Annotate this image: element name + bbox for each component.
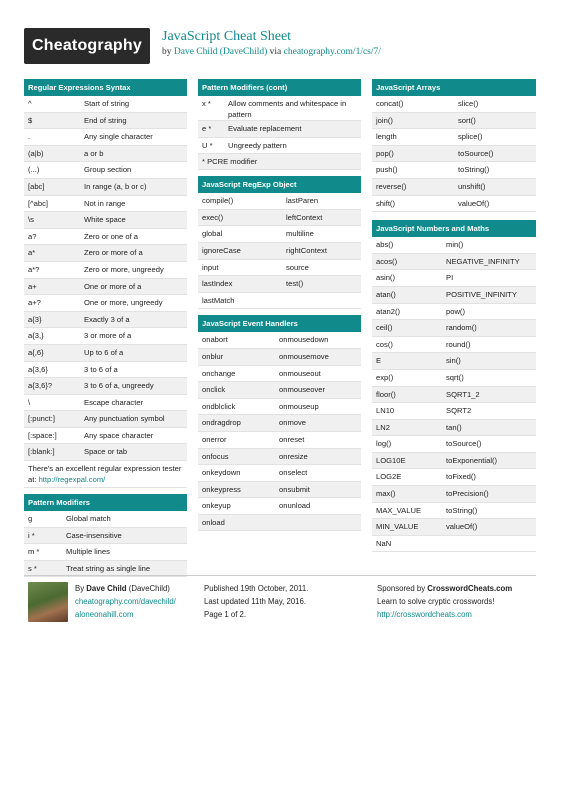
table-row [24,212,187,229]
row-value: toString() [446,505,478,515]
row-key: acos() [376,256,398,266]
table-row [24,428,187,445]
row-value: Zero or more, ungreedy [84,264,164,274]
table-row [198,482,361,499]
section-title: JavaScript Arrays [372,79,536,96]
row-key: NaN [376,538,392,548]
row-key: asin() [376,273,395,283]
row-key: ondragdrop [202,418,241,428]
table-row [198,260,361,277]
regexpal-link[interactable]: http://regexpal.com/ [38,475,106,485]
row-value: a or b [84,148,104,158]
row-key: onfocus [202,451,229,461]
row-key: lastIndex [202,279,233,289]
table-row [198,465,361,482]
row-value: onmouseout [279,368,321,378]
footer-author [75,582,176,621]
note-text: There's an excellent regular expression tester at: [28,464,182,485]
row-value: Case-insensitive [66,530,122,540]
table-row [198,382,361,399]
row-value: min() [446,240,464,250]
author-name: Dave Child [86,584,127,593]
row-key: onkeypress [202,484,241,494]
table-row [198,210,361,227]
published-date: Published 19th October, 2011. [204,584,309,593]
row-key: cos() [376,339,393,349]
row-key: a{3,6}? [28,381,53,391]
row-value: Zero or one of a [84,231,139,241]
table-row [24,295,187,312]
table-row [372,287,536,304]
table-row [198,293,361,310]
row-value: 3 to 6 of a [84,364,118,374]
row-key: a{3} [28,314,42,324]
row-key: onerror [202,434,227,444]
row-value: 3 or more of a [84,331,132,341]
row-key: onload [202,517,225,527]
via-text: via [267,47,284,57]
row-value: pow() [446,306,465,316]
table-row [198,498,361,515]
row-key: [abc] [28,181,45,191]
table-row [24,312,187,329]
row-key: pop() [376,148,394,158]
table-row [24,362,187,379]
row-value: toString() [458,165,490,175]
table-row [198,96,361,121]
row-key: a*? [28,264,40,274]
row-value: onmove [279,418,307,428]
row-key: ondblclick [202,401,236,411]
table-row [372,453,536,470]
row-key: max() [376,489,396,499]
table-row [24,262,187,279]
row-key: e * [202,124,212,133]
row-value: Not in range [84,198,126,208]
updated-date: Last updated 11th May, 2016. [204,597,307,606]
row-value: onmousemove [279,351,329,361]
row-key: $ [28,115,33,125]
table-row [24,328,187,345]
row-key: LN2 [376,422,390,432]
row-value: Any single character [84,132,153,142]
table-row [372,304,536,321]
table-row [198,366,361,383]
row-value: onreset [279,434,305,444]
row-key: onblur [202,351,224,361]
row-key: onchange [202,368,236,378]
pattern-modifiers-section [24,494,187,577]
column-3 [372,79,536,558]
row-key: MIN_VALUE [376,522,419,532]
table-row [24,229,187,246]
table-row [24,444,187,461]
row-value: Start of string [84,99,130,108]
sponsor-prefix: Sponsored by [377,584,428,593]
row-key: global [202,229,223,239]
footer-sponsor [377,582,512,621]
table-row [372,536,536,553]
row-key: ^ [28,99,32,108]
row-value: onmouseup [279,401,319,411]
row-value: onresize [279,451,308,461]
row-key: LOG2E [376,472,402,482]
regexp-object-section [198,176,361,309]
row-key: length [376,132,397,142]
row-value: round() [446,339,471,349]
table-row [24,113,187,130]
regex-note [24,461,187,488]
row-value: Allow comments and whitespace in pattern [228,99,347,119]
author-link[interactable]: Dave Child (DaveChild) [173,47,268,57]
row-value: Group section [84,165,132,175]
row-value: random() [446,323,477,333]
table-row [372,353,536,370]
row-value: One or more of a [84,281,142,291]
table-row [372,96,536,113]
row-value: In range (a, b or c) [84,181,147,191]
footer-divider [24,575,536,576]
section-title: Pattern Modifiers [24,494,187,511]
section-title: JavaScript Numbers and Maths [372,220,536,237]
row-key: [:blank:] [28,447,55,457]
row-key: a{3,} [28,331,44,341]
row-value: valueOf() [446,522,478,532]
row-key: atan2() [376,306,401,316]
table-row [372,162,536,179]
author-handle: (DaveChild) [126,584,170,593]
row-value: multiline [286,229,314,239]
row-key: input [202,262,219,272]
row-value: leftContext [286,212,323,222]
row-value: rightContext [286,245,327,255]
page-number: Page 1 of 2. [204,610,247,619]
table-row [372,146,536,163]
arrays-section [372,79,536,212]
row-value: onsubmit [279,484,310,494]
row-key: a{3,6} [28,364,48,374]
table-row [24,345,187,362]
row-key: join() [376,115,393,125]
row-key: s * [28,563,37,573]
table-row [372,113,536,130]
row-value: Ungreedy pattern [228,140,287,150]
table-row [372,370,536,387]
table-row [198,515,361,532]
table-row [24,411,187,428]
row-key: [:space:] [28,430,57,440]
row-key: \s [28,215,34,225]
table-row [198,243,361,260]
row-key: i * [28,530,35,540]
table-row [198,121,361,138]
table-row [24,162,187,179]
row-key: a{,6} [28,347,44,357]
row-key: E [376,356,382,366]
row-key: LOG10E [376,455,406,465]
row-key: a* [28,248,36,258]
row-key: a? [28,231,37,241]
sponsor-tagline: Learn to solve cryptic crosswords! [377,597,495,606]
row-value [442,536,536,552]
row-key: a+ [28,281,37,291]
sponsor-name[interactable]: CrosswordCheats.com [427,584,513,593]
row-value: SQRT1_2 [446,389,480,399]
byline [162,47,381,57]
table-row [24,395,187,412]
row-value: sin() [446,356,461,366]
row-value: Multiple lines [66,547,110,557]
table-row [372,237,536,254]
row-key: [^abc] [28,198,49,208]
author-site-link[interactable]: aloneonahill.com [75,610,134,619]
table-row [198,332,361,349]
row-value: slice() [458,99,479,108]
row-key: ignoreCase [202,245,241,255]
table-row [372,387,536,404]
table-row [372,486,536,503]
table-row [372,337,536,354]
row-key: x * [202,99,211,108]
sheet-url[interactable]: cheatography.com/1/cs/7/ [283,47,381,57]
row-key: onclick [202,385,226,395]
column-1 [24,79,187,583]
row-value [282,293,361,309]
row-key: onabort [202,335,228,345]
table-row [372,436,536,453]
table-row [24,245,187,262]
row-key: exec() [202,212,224,222]
table-row [24,179,187,196]
row-value: source [286,262,309,272]
row-value: unshift() [458,181,486,191]
section-title: JavaScript Event Handlers [198,315,361,332]
table-row [24,129,187,146]
table-row [24,378,187,395]
row-value: toSource() [446,439,482,449]
row-value: SQRT2 [446,406,472,416]
row-key: MAX_VALUE [376,505,422,515]
row-value: toPrecision() [446,489,489,499]
row-key: shift() [376,198,395,208]
table-row [372,469,536,486]
footer-dates [204,582,308,621]
event-handlers-section [198,315,361,531]
sheet-title: JavaScript Cheat Sheet [162,29,292,44]
row-value: Any punctuation symbol [84,414,165,424]
section-title: Regular Expressions Syntax [24,79,187,96]
row-key: concat() [376,99,404,108]
table-row [372,179,536,196]
row-key: floor() [376,389,396,399]
row-value: End of string [84,115,127,125]
row-value: PI [446,273,454,283]
row-key: onkeydown [202,468,241,478]
row-value: One or more, ungreedy [84,298,163,308]
cheatography-logo[interactable]: Cheatography [24,28,150,64]
row-value: tan() [446,422,462,432]
table-row [198,432,361,449]
row-value: onselect [279,468,308,478]
row-value: Up to 6 of a [84,347,124,357]
numbers-maths-section [372,220,536,552]
row-value: sqrt() [446,372,464,382]
author-avatar [28,582,68,622]
row-key: m * [28,547,40,557]
row-key: LN10 [376,406,395,416]
table-row [198,415,361,432]
row-value: Treat string as single line [66,563,151,573]
table-row [372,420,536,437]
by-label: By [75,584,87,593]
row-value [275,515,361,531]
row-value: Global match [66,514,111,524]
table-row [198,226,361,243]
table-row [372,196,536,213]
table-row [24,544,187,561]
table-row [198,138,361,155]
pcre-note: * PCRE modifier [198,154,361,170]
row-value: NEGATIVE_INFINITY [446,256,520,266]
row-value: toSource() [458,148,494,158]
table-row [198,193,361,210]
table-row [372,129,536,146]
table-row [24,511,187,528]
table-row [198,276,361,293]
row-key: . [28,132,31,142]
row-key: g [28,514,33,524]
row-key: ceil() [376,323,393,333]
row-value: White space [84,215,126,225]
row-value: sort() [458,115,476,125]
row-key: atan() [376,289,396,299]
table-row [24,196,187,213]
row-key: compile() [202,196,234,206]
row-key: (a|b) [28,148,44,158]
pattern-modifiers-cont-section [198,79,361,170]
row-value: valueOf() [458,198,490,208]
row-key: reverse() [376,181,407,191]
table-row [24,528,187,545]
row-key: a+? [28,298,41,308]
row-value: toExponential() [446,455,498,465]
section-title: JavaScript RegExp Object [198,176,361,193]
row-value: 3 to 6 of a, ungreedy [84,381,154,391]
by-prefix: by [162,47,174,57]
row-key: push() [376,165,398,175]
table-row [372,403,536,420]
column-2 [198,79,361,537]
table-row [372,254,536,271]
row-value: toFixed() [446,472,476,482]
table-row [24,146,187,163]
table-row [198,399,361,416]
row-value: onunload [279,501,311,511]
row-key: log() [376,439,392,449]
sponsor-link[interactable]: http://crosswordcheats.com [377,610,472,619]
row-key: onkeyup [202,501,231,511]
table-row [198,449,361,466]
row-value: Escape character [84,397,144,407]
author-profile-link[interactable]: cheatography.com/davechild/ [75,597,176,606]
row-key: abs() [376,240,394,250]
row-value: Evaluate replacement [228,124,302,133]
row-value: splice() [458,132,483,142]
row-value: Zero or more of a [84,248,143,258]
row-key: [:punct:] [28,414,56,424]
row-value: Space or tab [84,447,128,457]
row-key: \ [28,397,31,407]
row-key: exp() [376,372,394,382]
row-key: lastMatch [202,295,235,305]
row-value: Any space character [84,430,154,440]
row-value: onmouseover [279,385,326,395]
row-value: onmousedown [279,335,329,345]
row-value: POSITIVE_INFINITY [446,289,517,299]
table-row [372,503,536,520]
section-title: Pattern Modifiers (cont) [198,79,361,96]
table-row [372,270,536,287]
table-row [372,519,536,536]
table-row [24,96,187,113]
row-value: lastParen [286,196,319,206]
regex-syntax-section [24,79,187,488]
table-row [372,320,536,337]
table-row [198,349,361,366]
row-value: test() [286,279,304,289]
row-value: Exactly 3 of a [84,314,130,324]
table-row [24,279,187,296]
row-key: U * [202,140,213,150]
row-key: (...) [28,165,40,175]
